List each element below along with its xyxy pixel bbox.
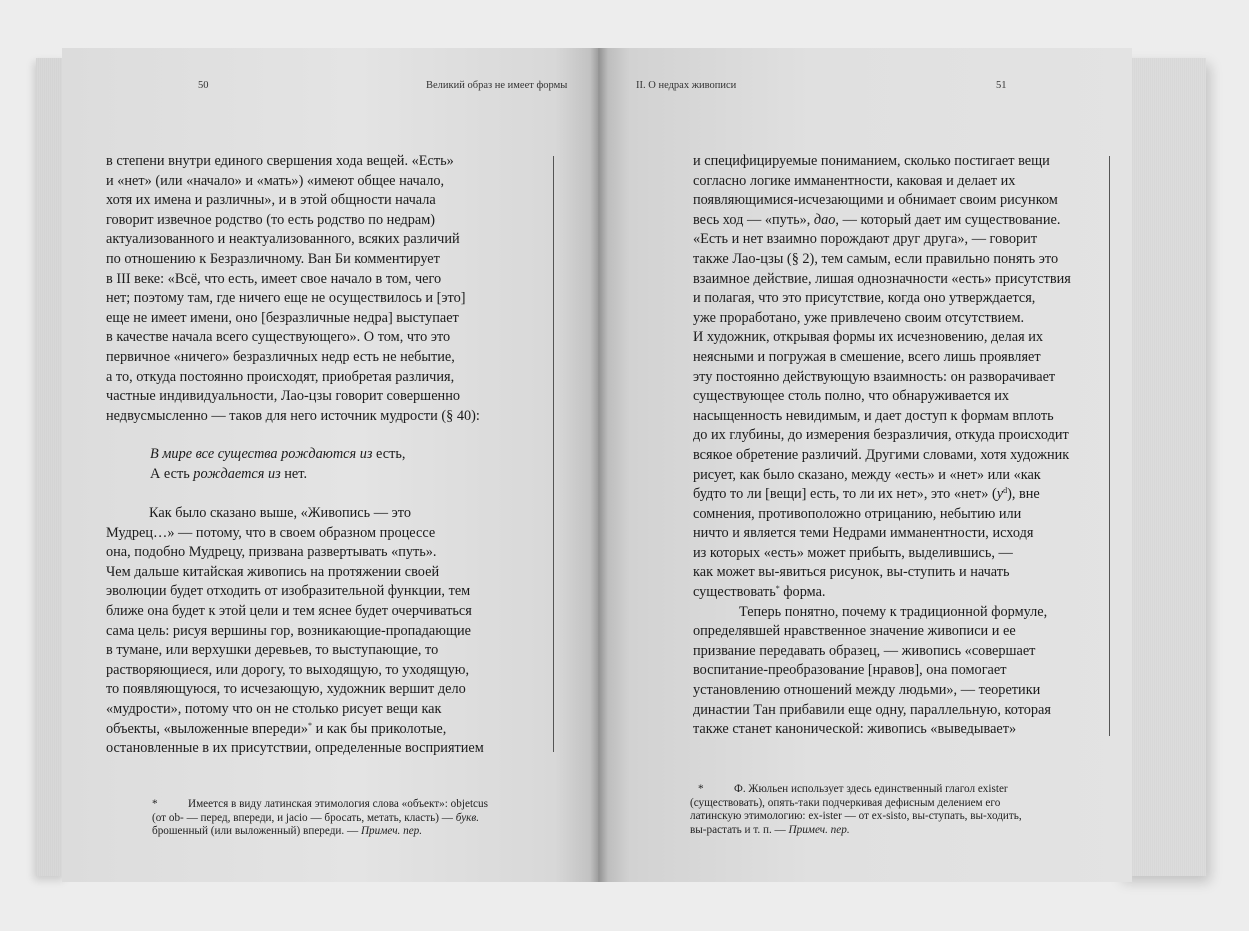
verse-quote [150, 445, 405, 484]
text-line: рисует, как было сказано, между «есть» и «нет» или «как [693, 466, 1041, 483]
footnote-marker: * [698, 783, 704, 795]
text-line: по отношению к Безразличному. Ван Би комментирует [106, 250, 440, 267]
footnote-text: вы-растать и т. п. — [690, 823, 789, 836]
verse-plain: есть, [372, 446, 406, 462]
left-body-text [106, 152, 480, 426]
text-line: в III веке: «Всё, что есть, имеет свое начало в том, чего [106, 270, 442, 287]
footnote-text: брошенный (или выложенный) впереди. — [152, 825, 361, 838]
text-line: насыщенность невидимым, и дает доступ к формам вплоть [693, 407, 1054, 424]
text-span: форма. [779, 584, 826, 601]
text-line: появляющимися-исчезающими и обнимает своим рисунком [693, 192, 1058, 209]
text-line: сомнения, противоположно отрицанию, небытию или [693, 505, 1022, 522]
text-line: еще не имеет имени, оно [безразличные недра] выступает [106, 309, 459, 326]
text-span: ), вне [1007, 486, 1040, 503]
footnote-text: латинскую этимологию: ex-ister — от ex-sisto, вы-ступать, вы-ходить, [690, 810, 1022, 823]
text-line: эту постоянно действующую взаимность: он разворачивает [693, 368, 1056, 385]
superscript: d [1003, 486, 1008, 496]
footnote-text: (от ob- — перед, впереди, и jacio — бросать, метать, класть) — [152, 811, 456, 824]
text-line: династии Тан прибавили еще одну, параллельную, которая [693, 701, 1051, 718]
text-line: до их глубины, до измерения безразличия, откуда происходит [693, 427, 1069, 444]
left-footnote [152, 798, 488, 839]
text-line: актуализованного и неактуализованного, всяких различий [106, 231, 460, 248]
italic-term: дао [813, 211, 836, 228]
text-line: нет; поэтому там, где ничего еще не осуществилось и [это] [106, 290, 466, 307]
footnote-text: (существовать), опять-таки подчеркивая дефисным делением его [690, 796, 1001, 809]
text-line: уже проработано, уже привлечено своим отсутствием. [693, 309, 1025, 326]
text-line: говорит извечное родство (то есть родство по недрам) [106, 211, 436, 228]
verse-plain: нет. [280, 465, 308, 482]
text-line: также станет канонической: живопись «выведывает» [693, 721, 1017, 738]
italic-glyph: y [996, 486, 1004, 503]
text-line: определявшей нравственное значение живописи и ее [693, 623, 1016, 640]
verse-line-2 [150, 465, 405, 485]
text-line: в тумане, или верхушки деревьев, то выступающие, то [106, 642, 439, 659]
text-line: хотя их имена и различны», и в этой общности начала [106, 192, 436, 209]
text-line: и полагая, что это присутствие, когда оно утверждается, [693, 290, 1036, 307]
text-span: , — который дает им существование. [835, 211, 1061, 228]
footnote-italic: букв. [455, 811, 480, 824]
text-line: недвусмысленно — таков для него источник мудрости (§ 40): [106, 407, 480, 424]
footnote-text: Ф. Жюльен использует здесь единственный глагол exister [734, 783, 1008, 795]
text-line: объекты, «выложенные впереди» [106, 720, 308, 737]
text-span: существовать [693, 584, 776, 601]
text-line: частные индивидуальности, Лао-цзы говорит совершенно [106, 388, 460, 405]
footnote-line-2 [152, 812, 488, 826]
footnote-mark: * [308, 720, 312, 730]
text-line: Теперь понятно, почему к традиционной формуле, [739, 603, 1048, 620]
verse-italic: В мире все существа рождаются из [150, 446, 373, 462]
text-line: Мудрец…» — потому, что в своем образном процессе [106, 524, 436, 541]
left-margin-rule [553, 156, 554, 752]
text-line: всякое обретение различий. Другими словами, хотя художник [693, 446, 1070, 463]
text-line: из которых «есть» может прибыть, выделившись, — [693, 544, 1013, 561]
footnote-marker: * [152, 798, 158, 810]
text-line: ближе она будет к этой цели и тем яснее будет очерчиваться [106, 602, 472, 619]
text-line-with-note [106, 720, 484, 740]
text-line: как может вы-явиться рисунок, вы-ступить и начать [693, 564, 1010, 581]
text-span: будто то ли [вещи] есть, то ли их нет», это «нет» ( [693, 486, 997, 503]
text-line: растворяющиеся, или дорогу, то выходящую, то уходящую, [106, 661, 470, 678]
text-line: эволюции будет отходить от изобразительной функции, тем [106, 583, 471, 600]
text-line: а то, откуда постоянно происходят, приобретая различия, [106, 368, 455, 385]
verse-italic: рождается из [193, 465, 281, 482]
text-line: и «нет» (или «начало» и «мать») «имеют общее начало, [106, 172, 445, 189]
footnote-text: Имеется в виду латинская этимология слова «объект»: objetcus [188, 798, 488, 810]
text-line-tail: и как бы приколотые, [312, 720, 447, 737]
footnote-mark: * [775, 584, 780, 594]
text-line: она, подобно Мудрецу, призвана развертывать «путь». [106, 544, 437, 561]
right-footnote [690, 783, 1022, 837]
text-line-form [693, 583, 1071, 603]
footnote-line-4 [690, 824, 1022, 838]
text-line: также Лао-цзы (§ 2), тем самым, если правильно понять это [693, 250, 1059, 267]
text-line: призвание передавать образец, — живопись «совершает [693, 642, 1036, 659]
footnote-line-1 [690, 783, 1022, 797]
verse-line-1 [150, 445, 405, 465]
text-line: то появляющуюся, то исчезающую, художник вершит дело [106, 681, 466, 698]
footnote-italic: Примеч. пер. [788, 823, 850, 836]
text-line: первичное «ничего» безразличных недр есть не небытие, [106, 348, 455, 365]
text-line: в степени внутри единого свершения хода вещей. «Есть» [106, 153, 454, 169]
footnote-line-1 [152, 798, 488, 812]
text-line: сама цель: рисуя вершины гор, возникающие-пропадающие [106, 622, 471, 639]
left-running-head: Великий образ не имеет формы [426, 80, 568, 91]
footnote-italic: Примеч. пер. [360, 825, 423, 838]
text-line: ничто и является теми Недрами имманентности, исходя [693, 525, 1034, 542]
left-body-text-2 [106, 504, 484, 759]
footnote-line-3 [152, 825, 488, 839]
right-margin-rule [1109, 156, 1110, 736]
text-line: неясными и погружая в смешение, всего лишь проявляет [693, 348, 1041, 365]
text-line: И художник, открывая формы их исчезновению, делая их [693, 329, 1044, 346]
book-gutter [590, 48, 608, 882]
right-body-text [693, 152, 1071, 740]
text-line: в качестве начала всего существующего». О том, что это [106, 329, 451, 346]
text-line: воспитание-преобразование [нравов], она помогает [693, 662, 1007, 679]
text-line: «Есть и нет взаимно порождают друг друга», — говорит [693, 231, 1038, 248]
text-line: Чем дальше китайская живопись на протяжении своей [106, 563, 440, 580]
right-running-head: II. О недрах живописи [636, 80, 737, 91]
verse-plain: А есть [150, 465, 194, 482]
text-line: остановленные в их присутствии, определенные восприятием [106, 740, 484, 757]
text-line-dao [693, 211, 1071, 231]
text-line: Как было сказано выше, «Живопись — это [149, 505, 411, 521]
text-line: существующее столь полно, что обнаруживается их [693, 388, 1010, 405]
text-line: взаимное действие, лишая однозначности «есть» присутствия [693, 270, 1071, 287]
left-page-number: 50 [198, 80, 209, 91]
text-span: весь ход — «путь», [693, 211, 814, 228]
text-line-yd [693, 485, 1071, 505]
text-line: согласно логике имманентности, каковая и делает их [693, 172, 1016, 189]
right-page-number: 51 [996, 80, 1007, 91]
text-line: и специфицируемые пониманием, сколько постигает вещи [693, 153, 1050, 169]
text-line: «мудрости», потому что он не столько рисует вещи как [106, 700, 442, 717]
text-line: установлению отношений между людьми», — теоретики [693, 682, 1041, 699]
